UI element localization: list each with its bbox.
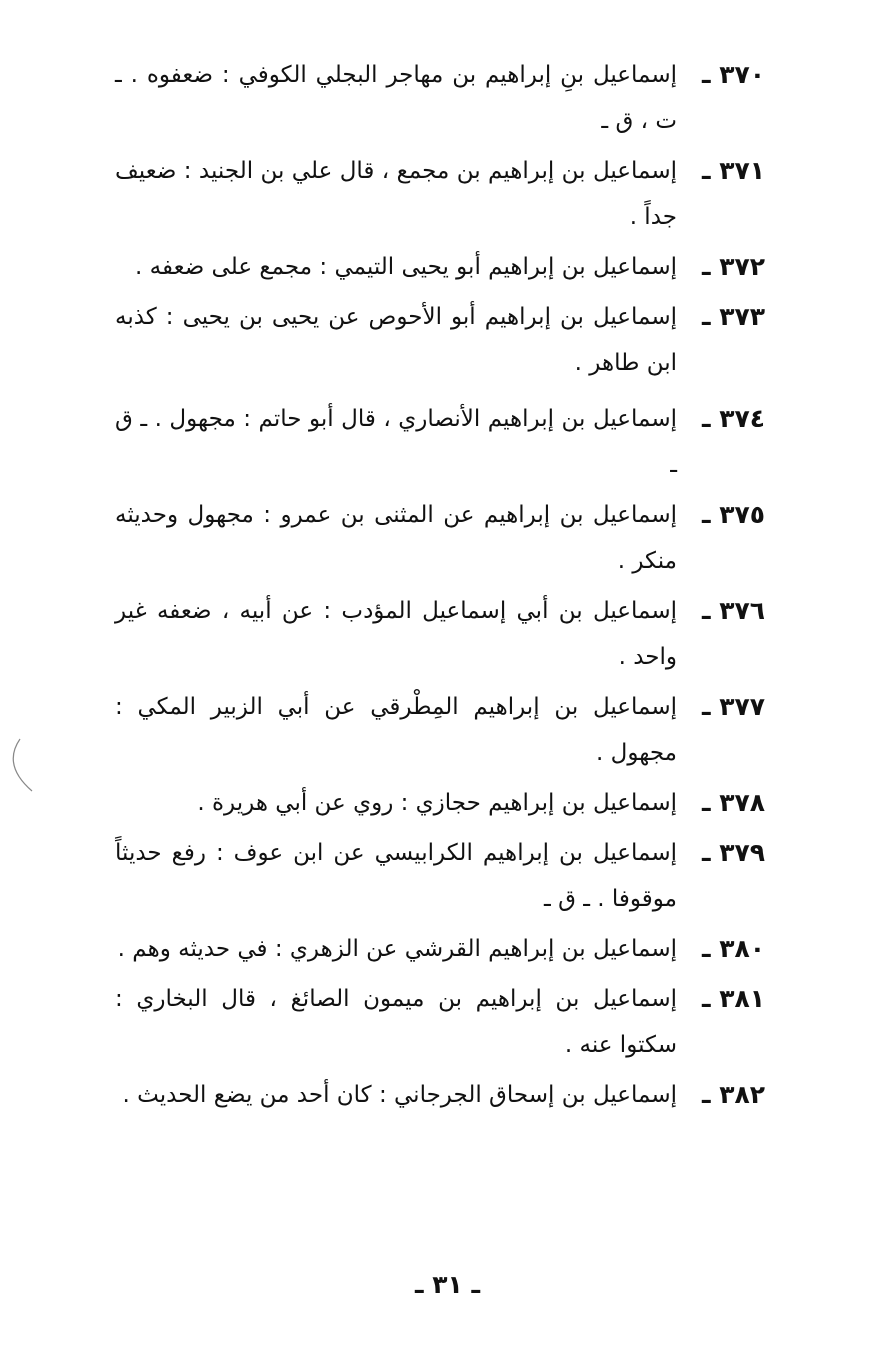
entry-370 xyxy=(115,52,765,144)
entry-number: ٣٨٢ ـ xyxy=(701,1080,765,1109)
entry-378 xyxy=(115,780,765,826)
entry-number: ٣٧٣ ـ xyxy=(701,302,765,331)
entry-text: إسماعيل بن إبراهيم بن مجمع ، قال علي بن الجنيد : ضعيف جداً . xyxy=(115,158,677,230)
entry-381 xyxy=(115,976,765,1068)
entry-number: ٣٧٢ ـ xyxy=(701,252,765,281)
entry-371 xyxy=(115,148,765,240)
entry-text: إسماعيل بن أبي إسماعيل المؤدب : عن أبيه ، ضعفه غير واحد . xyxy=(115,598,677,670)
entry-372 xyxy=(115,244,765,290)
entry-number: ٣٧٩ ـ xyxy=(701,838,765,867)
entry-text: إسماعيل بن إبراهيم أبو يحيى التيمي : مجمع على ضعفه . xyxy=(135,254,677,280)
entry-375 xyxy=(115,492,765,584)
entry-373 xyxy=(115,294,765,386)
entry-text: إسماعيل بن إبراهيم أبو الأحوص عن يحيى بن يحيى : كذبه ابن طاهر . xyxy=(115,304,677,376)
entry-374 xyxy=(115,396,765,488)
entry-number: ٣٧٤ ـ xyxy=(701,404,765,433)
entry-number: ٣٧٨ ـ xyxy=(701,788,765,817)
entry-text: إسماعيل بن إبراهيم عن المثنى بن عمرو : مجهول وحديثه منكر . xyxy=(115,502,677,574)
entry-number: ٣٧١ ـ xyxy=(701,156,765,185)
entry-text: إسماعيل بن إبراهيم المِطْرقي عن أبي الزبير المكي : مجهول . xyxy=(115,694,677,766)
entry-text: إسماعيل بنِ إبراهيم بن مهاجر البجلي الكوفي : ضعفوه . ـ ت ، ق ـ xyxy=(115,62,677,134)
entry-380 xyxy=(115,926,765,972)
entry-number: ٣٧٠ ـ xyxy=(701,60,765,89)
page-number: ـ ٣١ ـ xyxy=(414,1270,481,1299)
entry-number: ٣٧٥ ـ xyxy=(701,500,765,529)
entry-number: ٣٧٧ ـ xyxy=(701,692,765,721)
scan-edge-mark xyxy=(0,735,40,795)
entry-text: إسماعيل بن إبراهيم الأنصاري ، قال أبو حاتم : مجهول . ـ ق ـ xyxy=(115,406,677,478)
entries-list xyxy=(115,52,765,1122)
entry-number: ٣٨١ ـ xyxy=(701,984,765,1013)
entry-text: إسماعيل بن إبراهيم القرشي عن الزهري : في حديثه وهم . xyxy=(117,936,677,962)
entry-text: إسماعيل بن إسحاق الجرجاني : كان أحد من يضع الحديث . xyxy=(122,1082,677,1108)
entry-text: إسماعيل بن إبراهيم الكرابيسي عن ابن عوف : رفع حديثاً موقوفا . ـ ق ـ xyxy=(115,840,677,912)
entry-377 xyxy=(115,684,765,776)
entry-text: إسماعيل بن إبراهيم حجازي : روي عن أبي هريرة . xyxy=(197,790,677,816)
entry-number: ٣٧٦ ـ xyxy=(701,596,765,625)
entry-379 xyxy=(115,830,765,922)
entry-number: ٣٨٠ ـ xyxy=(701,934,765,963)
entry-text: إسماعيل بن إبراهيم بن ميمون الصائغ ، قال البخاري : سكتوا عنه . xyxy=(115,986,677,1058)
entry-376 xyxy=(115,588,765,680)
entry-382 xyxy=(115,1072,765,1118)
